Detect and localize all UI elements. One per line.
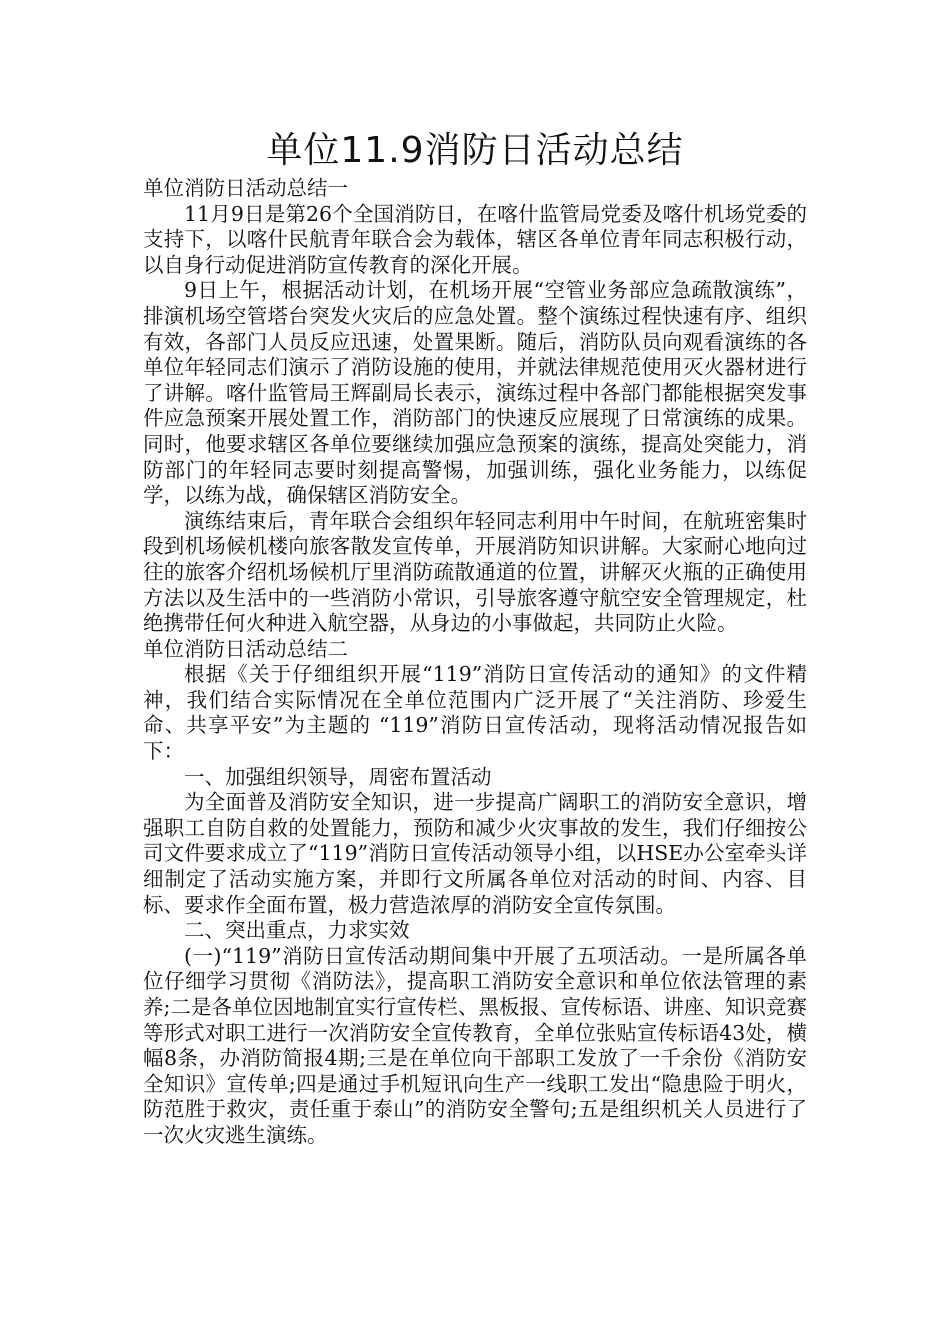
document-body xyxy=(143,176,807,1149)
paragraph: 演练结束后，青年联合会组织年轻同志利用中午时间，在航班密集时段到机场候机楼向旅客散发宣传单，开展消防知识讲解。大家耐心地向过往的旅客介绍机场候机厅里消防疏散通道的位置，讲解灭火瓶的正确使用方法以及生活中的一些消防小常识，引导旅客遵守航空安全管理规定，杜绝携带任何火种进入航空器，从身边的小事做起，共同防止火险。 xyxy=(143,508,807,636)
paragraph: (一)“119”消防日宣传活动期间集中开展了五项活动。一是所属各单位仔细学习贯彻《消防法》，提高职工消防安全意识和单位依法管理的素养;二是各单位因地制宜实行宣传栏、黑板报、宣传标语、讲座、知识竞赛等形式对职工进行一次消防安全宣传教育，全单位张贴宣传标语43处，横幅8条，办消防简报4期;三是在单位向干部职工发放了一千余份《消防安全知识》宣传单;四是通过手机短讯向生产一线职工发出“隐患险于明火，防范胜于救灾，责任重于泰山”的消防安全警句;五是组织机关人员进行了一次火灾逃生演练。 xyxy=(143,943,807,1147)
paragraph: 根据《关于仔细组织开展“119”消防日宣传活动的通知》的文件精神，我们结合实际情况在全单位范围内广泛开展了“关注消防、珍爱生命、共享平安”为主题的 “119”消防日宣传活动，现将活动情况报告如下： xyxy=(143,662,807,764)
section-heading: 单位消防日活动总结二 xyxy=(143,636,348,661)
document-title: 单位11.9消防日活动总结 xyxy=(266,130,684,171)
paragraph: 为全面普及消防安全知识，进一步提高广阔职工的消防安全意识，增强职工自防自救的处置能力，预防和减少火灾事故的发生，我们仔细按公司文件要求成立了“119”消防日宣传活动领导小组，以HSE办公室牵头详细制定了活动实施方案，并即行文所属各单位对活动的时间、内容、目标、要求作全面布置，极力营造浓厚的消防安全宣传氛围。 xyxy=(143,790,807,917)
paragraph: 11月9日是第26个全国消防日，在喀什监管局党委及喀什机场党委的支持下，以喀什民航青年联合会为载体，辖区各单位青年同志积极行动，以自身行动促进消防宣传教育的深化开展。 xyxy=(143,201,807,277)
section-heading: 单位消防日活动总结一 xyxy=(143,176,348,200)
document-page xyxy=(143,128,807,1149)
paragraph: 9日上午，根据活动计划，在机场开展“空管业务部应急疏散演练”，排演机场空管塔台突发火灾后的应急处置。整个演练过程快速有序、组织有效，各部门人员反应迅速，处置果断。随后，消防队员向观看演练的各单位年轻同志们演示了消防设施的使用，并就法律规范使用灭火器材进行了讲解。喀什监管局王辉副局长表示，演练过程中各部门都能根据突发事件应急预案开展处置工作，消防部门的快速反应展现了日常演练的成果。同时，他要求辖区各单位要继续加强应急预案的演练，提高处突能力，消防部门的年轻同志要时刻提高警惕，加强训练，强化业务能力，以练促学，以练为战，确保辖区消防安全。 xyxy=(143,278,807,508)
subheading: 一、加强组织领导，周密布置活动 xyxy=(184,764,492,789)
subheading: 二、突出重点，力求实效 xyxy=(184,918,410,943)
